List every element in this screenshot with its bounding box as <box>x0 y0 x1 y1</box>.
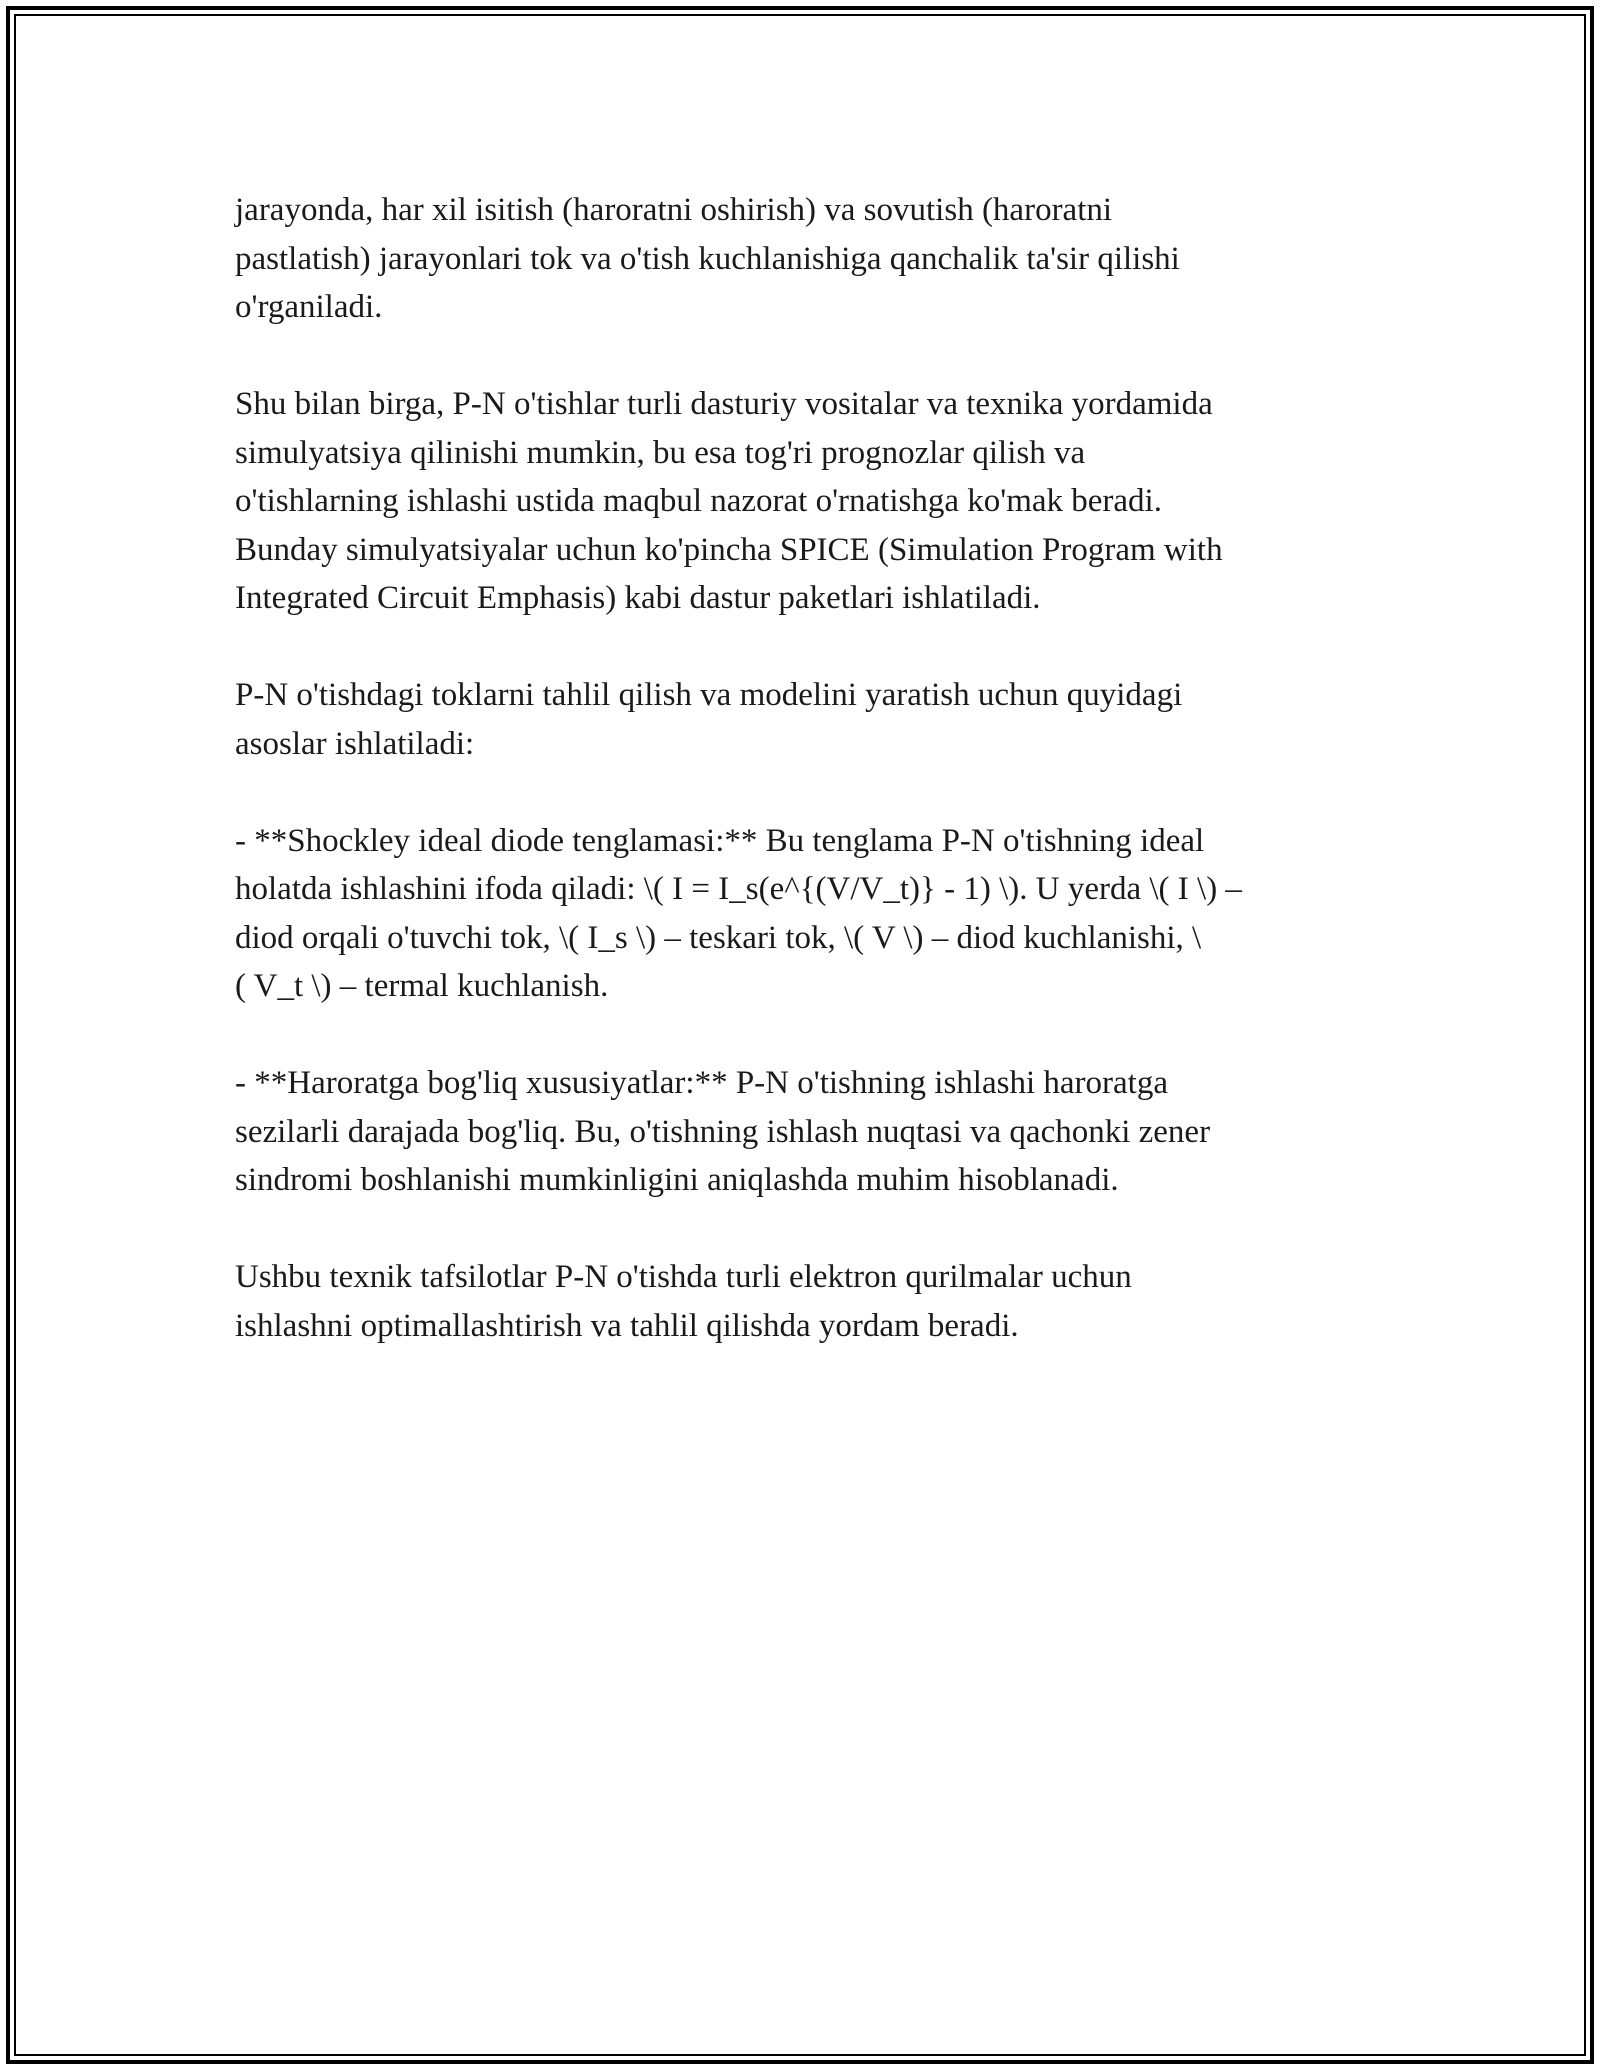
paragraph-simulation: Shu bilan birga, P-N o'tishlar turli dasturiy vositalar va texnika yordamida simulyatsiya qilinishi mumkin, bu esa tog'ri prognozlar qilish va o'tishlarning ishlashi ustida maqbul nazorat o'rnatishga ko'mak beradi. Bunday simulyatsiyalar uchun ko'pincha SPICE (Simulation Program with Integrated Circuit Emphasis) kabi dastur paketlari ishlatiladi. <box>235 386 1223 616</box>
paragraph-shockley-equation: - **Shockley ideal diode tenglamasi:** Bu tenglama P-N o'tishning ideal holatda ishlashini ifoda qiladi: \( I = I_s(e^{(V/V_t)} - 1) \). U yerda \( I \) – diod orqali o'tuvchi tok, \( I_s \) – teskari tok, \( V \) – diod kuchlanishi, \ ( V_t \) – termal kuchlanish. <box>235 822 1242 1004</box>
paragraph-analysis-basics: P-N o'tishdagi toklarni tahlil qilish va modelini yaratish uchun quyidagi asoslar ishlatiladi: <box>235 677 1183 762</box>
paragraph-heating-cooling: jarayonda, har xil isitish (haroratni oshirish) va sovutish (haroratni pastlatish) jarayonlari tok va o'tish kuchlanishiga qanchalik ta'sir qilishi o'rganiladi. <box>235 192 1180 325</box>
paragraph-conclusion: Ushbu texnik tafsilotlar P-N o'tishda turli elektron qurilmalar uchun ishlashni optimallashtirish va tahlil qilishda yordam beradi. <box>235 1259 1132 1344</box>
document-body <box>235 186 1375 1350</box>
paragraph-temperature-dependence: - **Haroratga bog'liq xususiyatlar:** P-N o'tishning ishlashi haroratga sezilarli darajada bog'liq. Bu, o'tishning ishlash nuqtasi va qachonki zener sindromi boshlanishi mumkinligini aniqlashda muhim hisoblanadi. <box>235 1065 1211 1198</box>
